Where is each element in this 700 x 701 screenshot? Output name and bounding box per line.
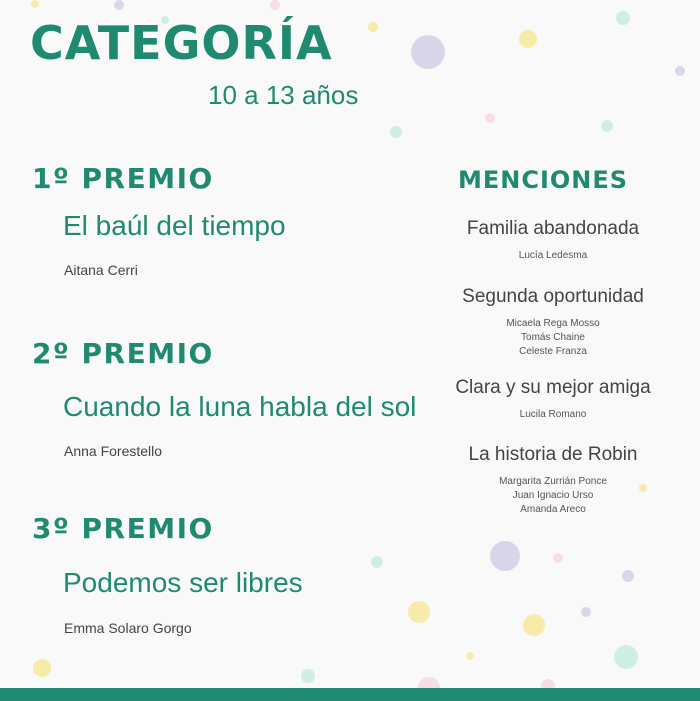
mention-authors [440,408,666,422]
second-prize-title: Cuando la luna habla del sol [63,391,417,422]
first-prize-title: El baúl del tiempo [63,210,286,241]
mention-item [440,378,666,422]
third-prize-heading: 3º PREMIO [32,512,214,545]
mention-author: Juan Ignacio Urso [512,490,594,501]
mention-authors [440,249,666,263]
mention-author: Micaela Rega Mosso [506,318,600,329]
bottom-accent-bar [0,688,700,701]
mention-item [440,219,666,263]
page-title: CATEGORÍA [30,16,333,70]
first-prize-heading: 1º PREMIO [32,162,214,195]
mention-title: Familia abandonada [466,218,640,239]
third-prize-title: Podemos ser libres [63,567,303,598]
mention-authors [440,317,666,359]
mention-author: Margarita Zurrián Ponce [499,476,607,487]
mention-author: Tomás Chaine [521,332,585,343]
mention-title: Clara y su mejor amiga [455,377,651,398]
first-prize-author: Aitana Cerri [64,262,138,278]
mentions-heading: MENCIONES [458,166,629,194]
mention-authors [440,475,666,517]
mention-author: Lucía Ledesma [518,250,588,261]
age-range-subtitle: 10 a 13 años [208,80,359,110]
mention-title: Segunda oportunidad [462,286,644,307]
second-prize-heading: 2º PREMIO [32,337,214,370]
mention-author: Lucila Romano [519,409,587,420]
mention-author: Celeste Franza [519,346,587,357]
mention-title: La historia de Robin [468,444,638,465]
second-prize-author: Anna Forestello [64,443,163,459]
mention-author: Amanda Areco [520,504,586,515]
third-prize-author: Emma Solaro Gorgo [64,620,192,636]
mention-item [440,445,666,517]
mention-item [440,287,666,359]
